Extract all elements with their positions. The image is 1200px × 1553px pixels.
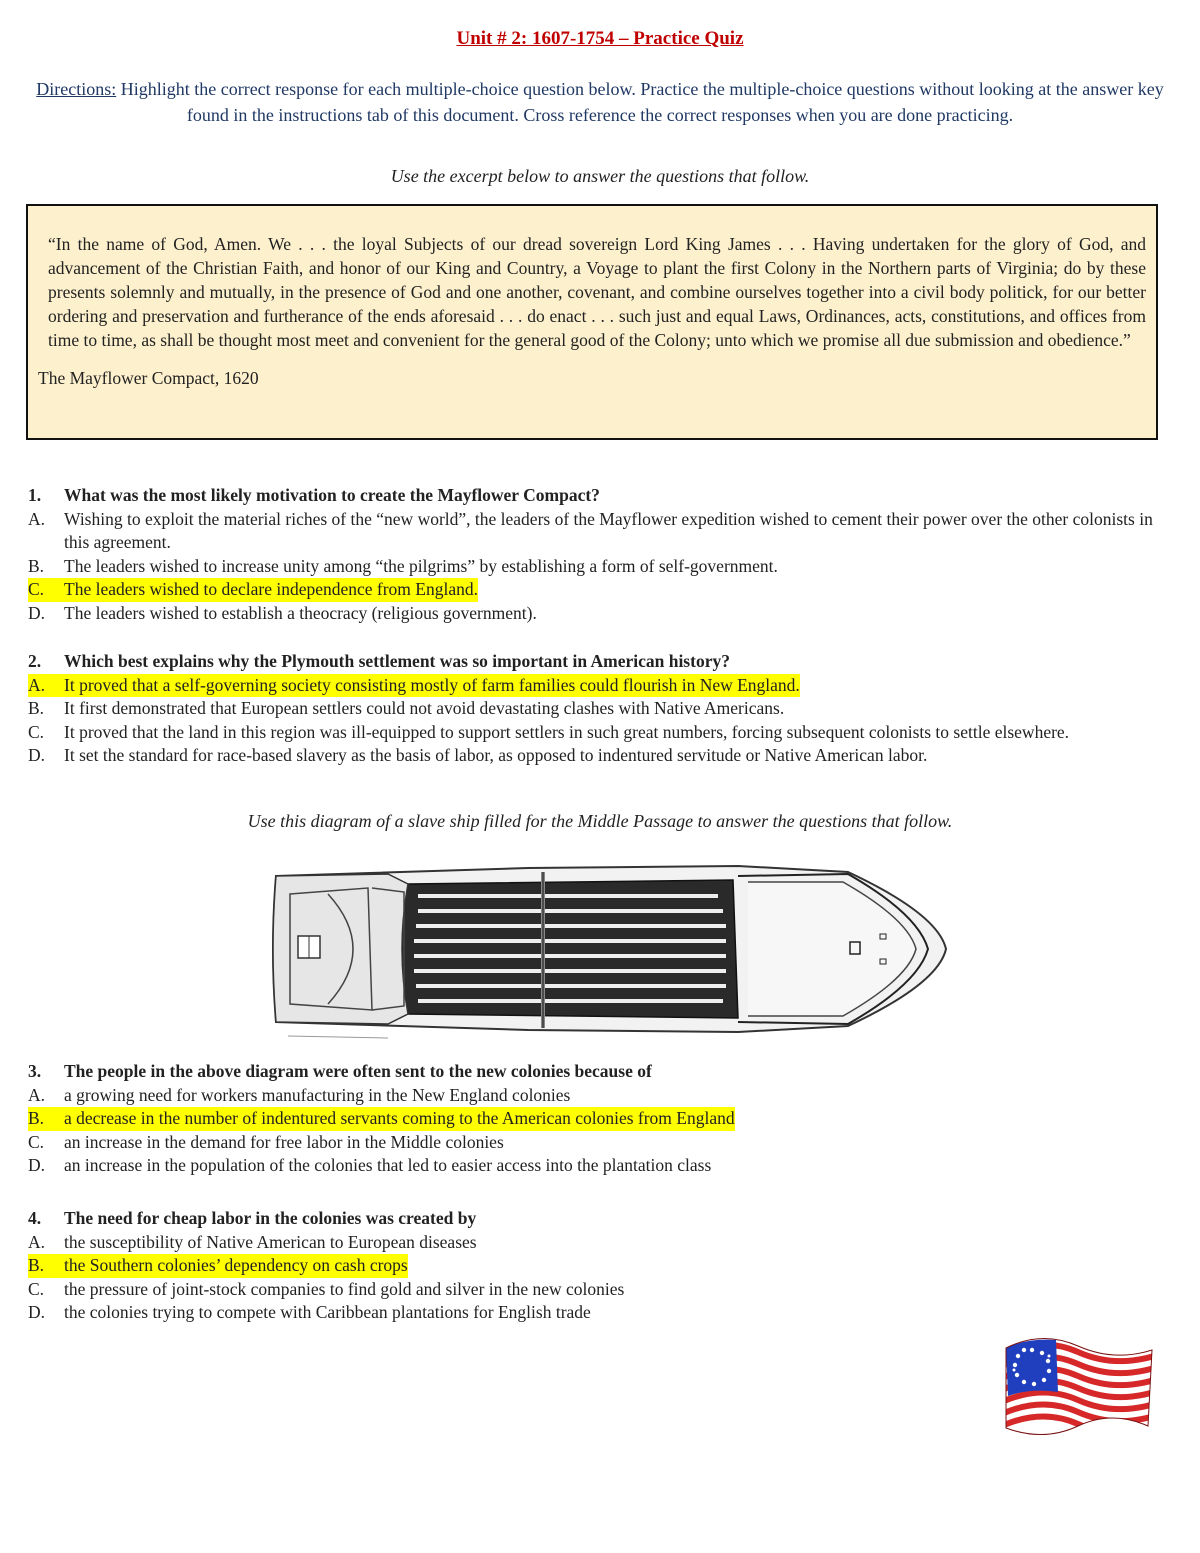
question-stem: 1. What was the most likely motivation to create the Mayflower Compact? xyxy=(28,485,600,505)
question-4 xyxy=(28,1207,1178,1325)
directions-label: Directions: xyxy=(36,79,117,99)
excerpt-source: The Mayflower Compact, 1620 xyxy=(38,368,259,388)
answer-option-1a[interactable]: A. Wishing to exploit the material riches of the “new world”, the leaders of the Mayflower expedition wished to cement their power over the other colonists in this agreement. xyxy=(28,508,1153,552)
answer-option-3a[interactable]: A. a growing need for workers manufacturing in the New England colonies xyxy=(28,1084,571,1105)
answer-option-2b[interactable]: B. It first demonstrated that European settlers could not avoid devastating clashes with Native Americans. xyxy=(28,698,785,718)
question-1 xyxy=(28,484,1178,625)
excerpt-quote: “In the name of God, Amen. We . . . the loyal Subjects of our dread sovereign Lord King James . . . Having undertaken for the glory of God, and advancement of the Christian Faith, and honor of our King and Country, a Voyage to plant the first Colony in the Northern parts of Virginia; do by these presents solemnly and mutually, in the presence of God and one another, covenant, and combine ourselves together into a civil body politick, for our better ordering and preservation and furtherance of the ends aforesaid . . . do enact . . . such just and equal Laws, Ordinances, acts, constitutions, and offices from time to time, as shall be thought most meet and convenient for the general good of the Colony; unto which we promise all due submission and obedience.” xyxy=(48,234,1146,350)
answer-option-2d[interactable]: D. It set the standard for race-based slavery as the basis of labor, as opposed to indentured servitude or Native American labor. xyxy=(28,745,928,765)
excerpt-box xyxy=(26,204,1158,440)
answer-option-3b[interactable]: B. a decrease in the number of indentured servants coming to the American colonies from England xyxy=(28,1107,1178,1131)
answer-option-1c[interactable]: C. The leaders wished to declare independence from England. xyxy=(28,578,1178,602)
answer-option-3d[interactable]: D. an increase in the population of the colonies that led to easier access into the plantation class xyxy=(28,1155,712,1175)
answer-option-4b[interactable]: B. the Southern colonies’ dependency on cash crops xyxy=(28,1254,1178,1278)
american-flag-icon xyxy=(1002,1334,1154,1444)
answer-option-4a[interactable]: A. the susceptibility of Native American to European diseases xyxy=(28,1231,477,1252)
question-stem: 3. The people in the above diagram were often sent to the new colonies because of xyxy=(28,1061,652,1081)
answer-option-1d[interactable]: D. The leaders wished to establish a theocracy (religious government). xyxy=(28,602,537,623)
answer-option-3c[interactable]: C. an increase in the demand for free labor in the Middle colonies xyxy=(28,1131,504,1152)
question-stem: 2. Which best explains why the Plymouth settlement was so important in American history? xyxy=(28,651,730,671)
slave-ship-diagram xyxy=(268,854,948,1044)
answer-option-4d[interactable]: D. the colonies trying to compete with Caribbean plantations for English trade xyxy=(28,1302,591,1322)
answer-option-1b[interactable]: B. The leaders wished to increase unity among “the pilgrims” by establishing a form of self-government. xyxy=(28,555,778,576)
answer-option-4c[interactable]: C. the pressure of joint-stock companies to find gold and silver in the new colonies xyxy=(28,1278,625,1299)
question-2 xyxy=(28,650,1178,768)
answer-option-2c[interactable]: C. It proved that the land in this region was ill-equipped to support settlers in such great numbers, forcing subsequent colonists to settle elsewhere. xyxy=(28,721,1070,742)
question-stem: 4. The need for cheap labor in the colonies was created by xyxy=(28,1208,477,1228)
answer-option-2a[interactable]: A. It proved that a self-governing society consisting mostly of farm families could flourish in New England. xyxy=(28,674,1178,698)
directions xyxy=(30,76,1170,128)
page-title: Unit # 2: 1607-1754 – Practice Quiz xyxy=(456,28,744,49)
question-3 xyxy=(28,1060,1178,1178)
directions-text: Highlight the correct response for each multiple-choice question below. Practice the multiple-choice questions without looking at the answer key found in the instructions tab of this document. Cross reference the correct responses when you are done practicing. xyxy=(116,79,1164,125)
diagram-instruction: Use this diagram of a slave ship filled for the Middle Passage to answer the questions that follow. xyxy=(247,811,953,831)
excerpt-instruction: Use the excerpt below to answer the questions that follow. xyxy=(390,166,810,186)
